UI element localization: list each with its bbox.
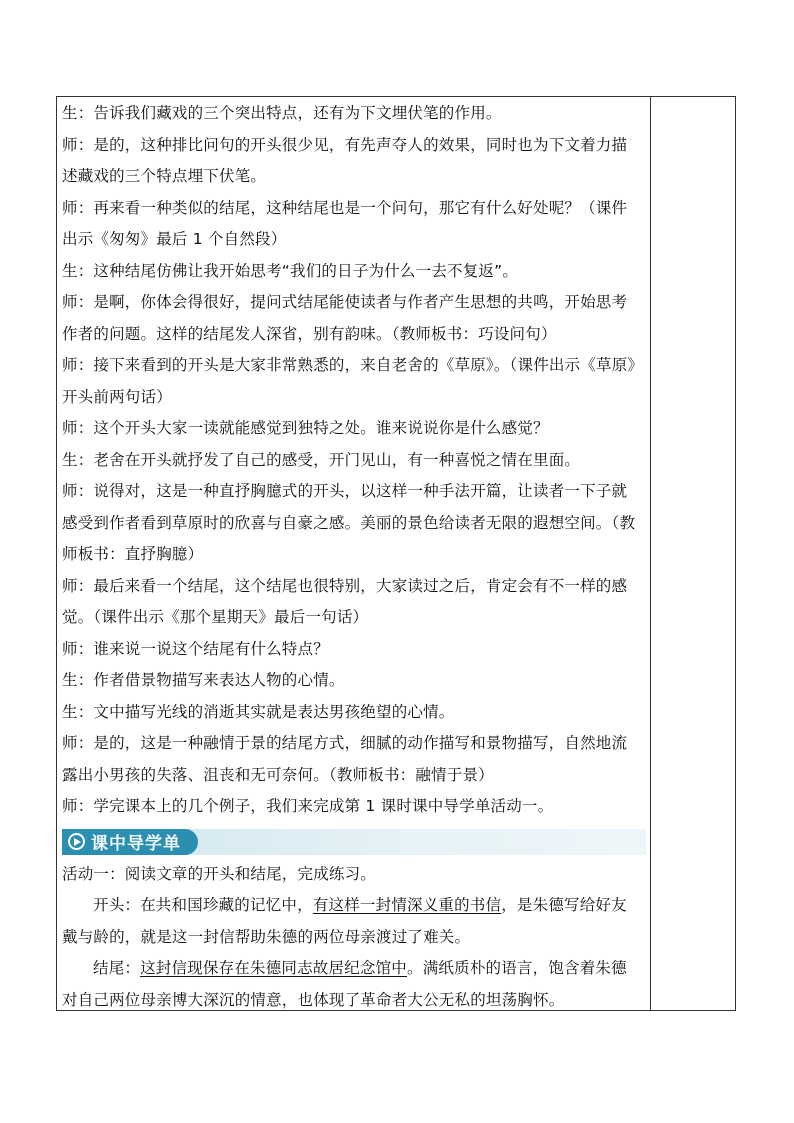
play-circle-icon [68,833,85,850]
activity-ending-line1 [62,953,648,985]
activity-ending-line2: 对自己两位母亲博大深沉的情意，也体现了革命者大公无私的坦荡胸怀。 [62,990,565,1009]
dialogue-line: 师：是啊，你体会得很好，提问式结尾能使读者与作者产生思想的共鸣，开始思考 [62,293,628,311]
dialogue-line: 师：再来看一种类似的结尾，这种结尾也是一个问句，那它有什么好处呢？（课件 [62,198,628,217]
activity-title: 活动一：阅读文章的开头和结尾，完成练习。 [62,864,377,883]
dialogue-line: 感受到作者看到草原时的欣喜与自豪之感。美丽的景色给读者无限的遐想空间。（教 [62,513,636,532]
dialogue-line: 师：是的，这种排比问句的开头很少见，有先声夺人的效果，同时也为下文着力描 [62,135,628,154]
opening-underlined: 有这样一封情深义重的书信 [312,896,502,914]
dialogue-line: 师：最后来看一个结尾，这个结尾也很特别，大家读过之后，肯定会有不一样的感 [62,576,628,595]
dialogue-line: 生：这种结尾仿佛让我开始思考“我们的日子为什么一去不复返”。 [62,261,519,280]
activity-opening-line2: 戴与龄的，就是这一封信帮助朱德的两位母亲渡过了难关。 [62,927,471,946]
dialogue-line: 生：告诉我们藏戏的三个突出特点，还有为下文埋伏笔的作用。 [62,104,502,122]
banner-title: 课中导学单 [91,834,181,854]
dialogue-section [62,98,648,823]
dialogue-line: 师：谁来说一说这个结尾有什么特点？ [62,639,329,658]
dialogue-line: 生：文中描写光线的消逝其实就是表达男孩绝望的心情。 [62,702,455,721]
dialogue-line: 师：说得对，这是一种直抒胸臆式的开头，以这样一种手法开篇，让读者一下子就 [62,482,628,500]
dialogue-line: 师：接下来看到的开头是大家非常熟悉的，来自老舍的《草原》。（课件出示《草原》 [62,356,644,374]
lesson-content [62,98,648,1016]
activity-opening-line1 [62,890,648,922]
opening-suffix: ，是朱德写给好友 [501,896,627,914]
dialogue-line: 作者的问题。这样的结尾发人深省，别有韵味。（教师板书：巧设问句） [62,324,557,343]
dialogue-line: 师：这个开头大家一读就能感觉到独特之处。谁来说说你是什么感觉？ [62,419,549,437]
opening-prefix: 开头：在共和国珍藏的记忆中， [93,896,313,914]
dialogue-line: 出示《匆匆》最后 1 个自然段） [62,230,287,248]
dialogue-line: 师：是的，这是一种融情于景的结尾方式，细腻的动作描写和景物描写，自然地流 [62,734,628,752]
dialogue-line: 师板书：直抒胸臆） [62,545,204,563]
banner-tag [62,829,198,855]
dialogue-line: 露出小男孩的失落、沮丧和无可奈何。（教师板书：融情于景） [62,765,494,784]
column-divider [650,96,651,1011]
dialogue-line: 述藏戏的三个特点埋下伏笔。 [62,167,267,185]
dialogue-line: 生：老舍在开头就抒发了自己的感受，开门见山，有一种喜悦之情在里面。 [62,450,581,469]
ending-prefix: 结尾： [93,959,141,977]
ending-suffix: 。满纸质朴的语言，饱含着朱德 [407,959,627,977]
section-banner [62,829,646,855]
ending-underlined: 这封信现保存在朱德同志故居纪念馆中 [140,959,408,977]
dialogue-line: 师：学完课本上的几个例子，我们来完成第 1 课时课中导学单活动一。 [62,797,554,815]
dialogue-line: 开头前两句话） [62,387,172,406]
dialogue-line: 觉。（课件出示《那个星期天》最后一句话） [62,608,369,626]
dialogue-line: 生：作者借景物描写来表达人物的心情。 [62,671,345,689]
